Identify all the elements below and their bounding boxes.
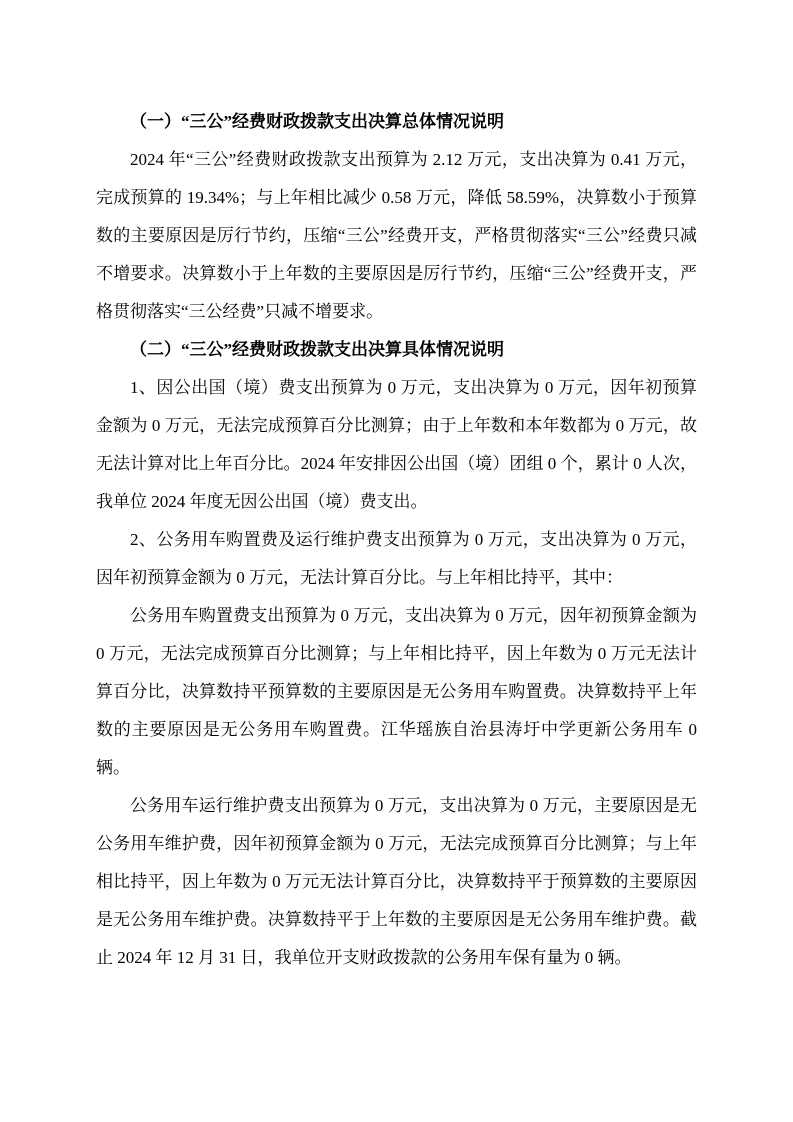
section-heading-overall: （一）“三公”经费财政拨款支出决算总体情况说明 [130, 112, 504, 131]
paragraph-overall-explanation: 2024 年“三公”经费财政拨款支出预算为 2.12 万元，支出决算为 0.41 万元，完成预算的 19.34%；与上年相比减少 0.58 万元，降低 58.59%，决算数小于预算数的主要原因是厉行节约，压缩“三公”经费开支，严格贯彻落实“三公”经费只减不增要求。决算数小于上年数的主要原因是厉行节约，压缩“三公”经费开支，严格贯彻落实“三公经费”只减不增要求。 [96, 150, 697, 321]
section-heading-specific: （二）“三公”经费财政拨款支出决算具体情况说明 [130, 340, 504, 359]
paragraph-official-vehicle-summary: 2、公务用车购置费及运行维护费支出预算为 0 万元，支出决算为 0 万元，因年初预算金额为 0 万元，无法计算百分比。与上年相比持平，其中： [96, 530, 697, 587]
paragraph-vehicle-maintenance: 公务用车运行维护费支出预算为 0 万元，支出决算为 0 万元，主要原因是无公务用车维护费，因年初预算金额为 0 万元，无法完成预算百分比测算；与上年相比持平，因上年数为 0 万元无法计算百分比，决算数持平于预算数的主要原因是无公务用车维护费。决算数持平于上年数的主要原因是无公务用车维护费。截止 2024 年 12 月 31 日，我单位开支财政拨款的公务用车保有量为 0 辆。 [96, 796, 697, 967]
paragraph-overseas-travel: 1、因公出国（境）费支出预算为 0 万元，支出决算为 0 万元，因年初预算金额为 0 万元，无法完成预算百分比测算；由于上年数和本年数都为 0 万元，故无法计算对比上年百分比。2024 年安排因公出国（境）团组 0 个，累计 0 人次，我单位 2024 年度无因公出国（境）费支出。 [96, 378, 697, 511]
paragraph-vehicle-purchase: 公务用车购置费支出预算为 0 万元，支出决算为 0 万元，因年初预算金额为 0 万元，无法完成预算百分比测算；与上年相比持平，因上年数为 0 万元无法计算百分比，决算数持平预算数的主要原因是无公务用车购置费。决算数持平上年数的主要原因是无公务用车购置费。江华瑶族自治县涛圩中学更新公务用车 0 辆。 [96, 606, 697, 777]
